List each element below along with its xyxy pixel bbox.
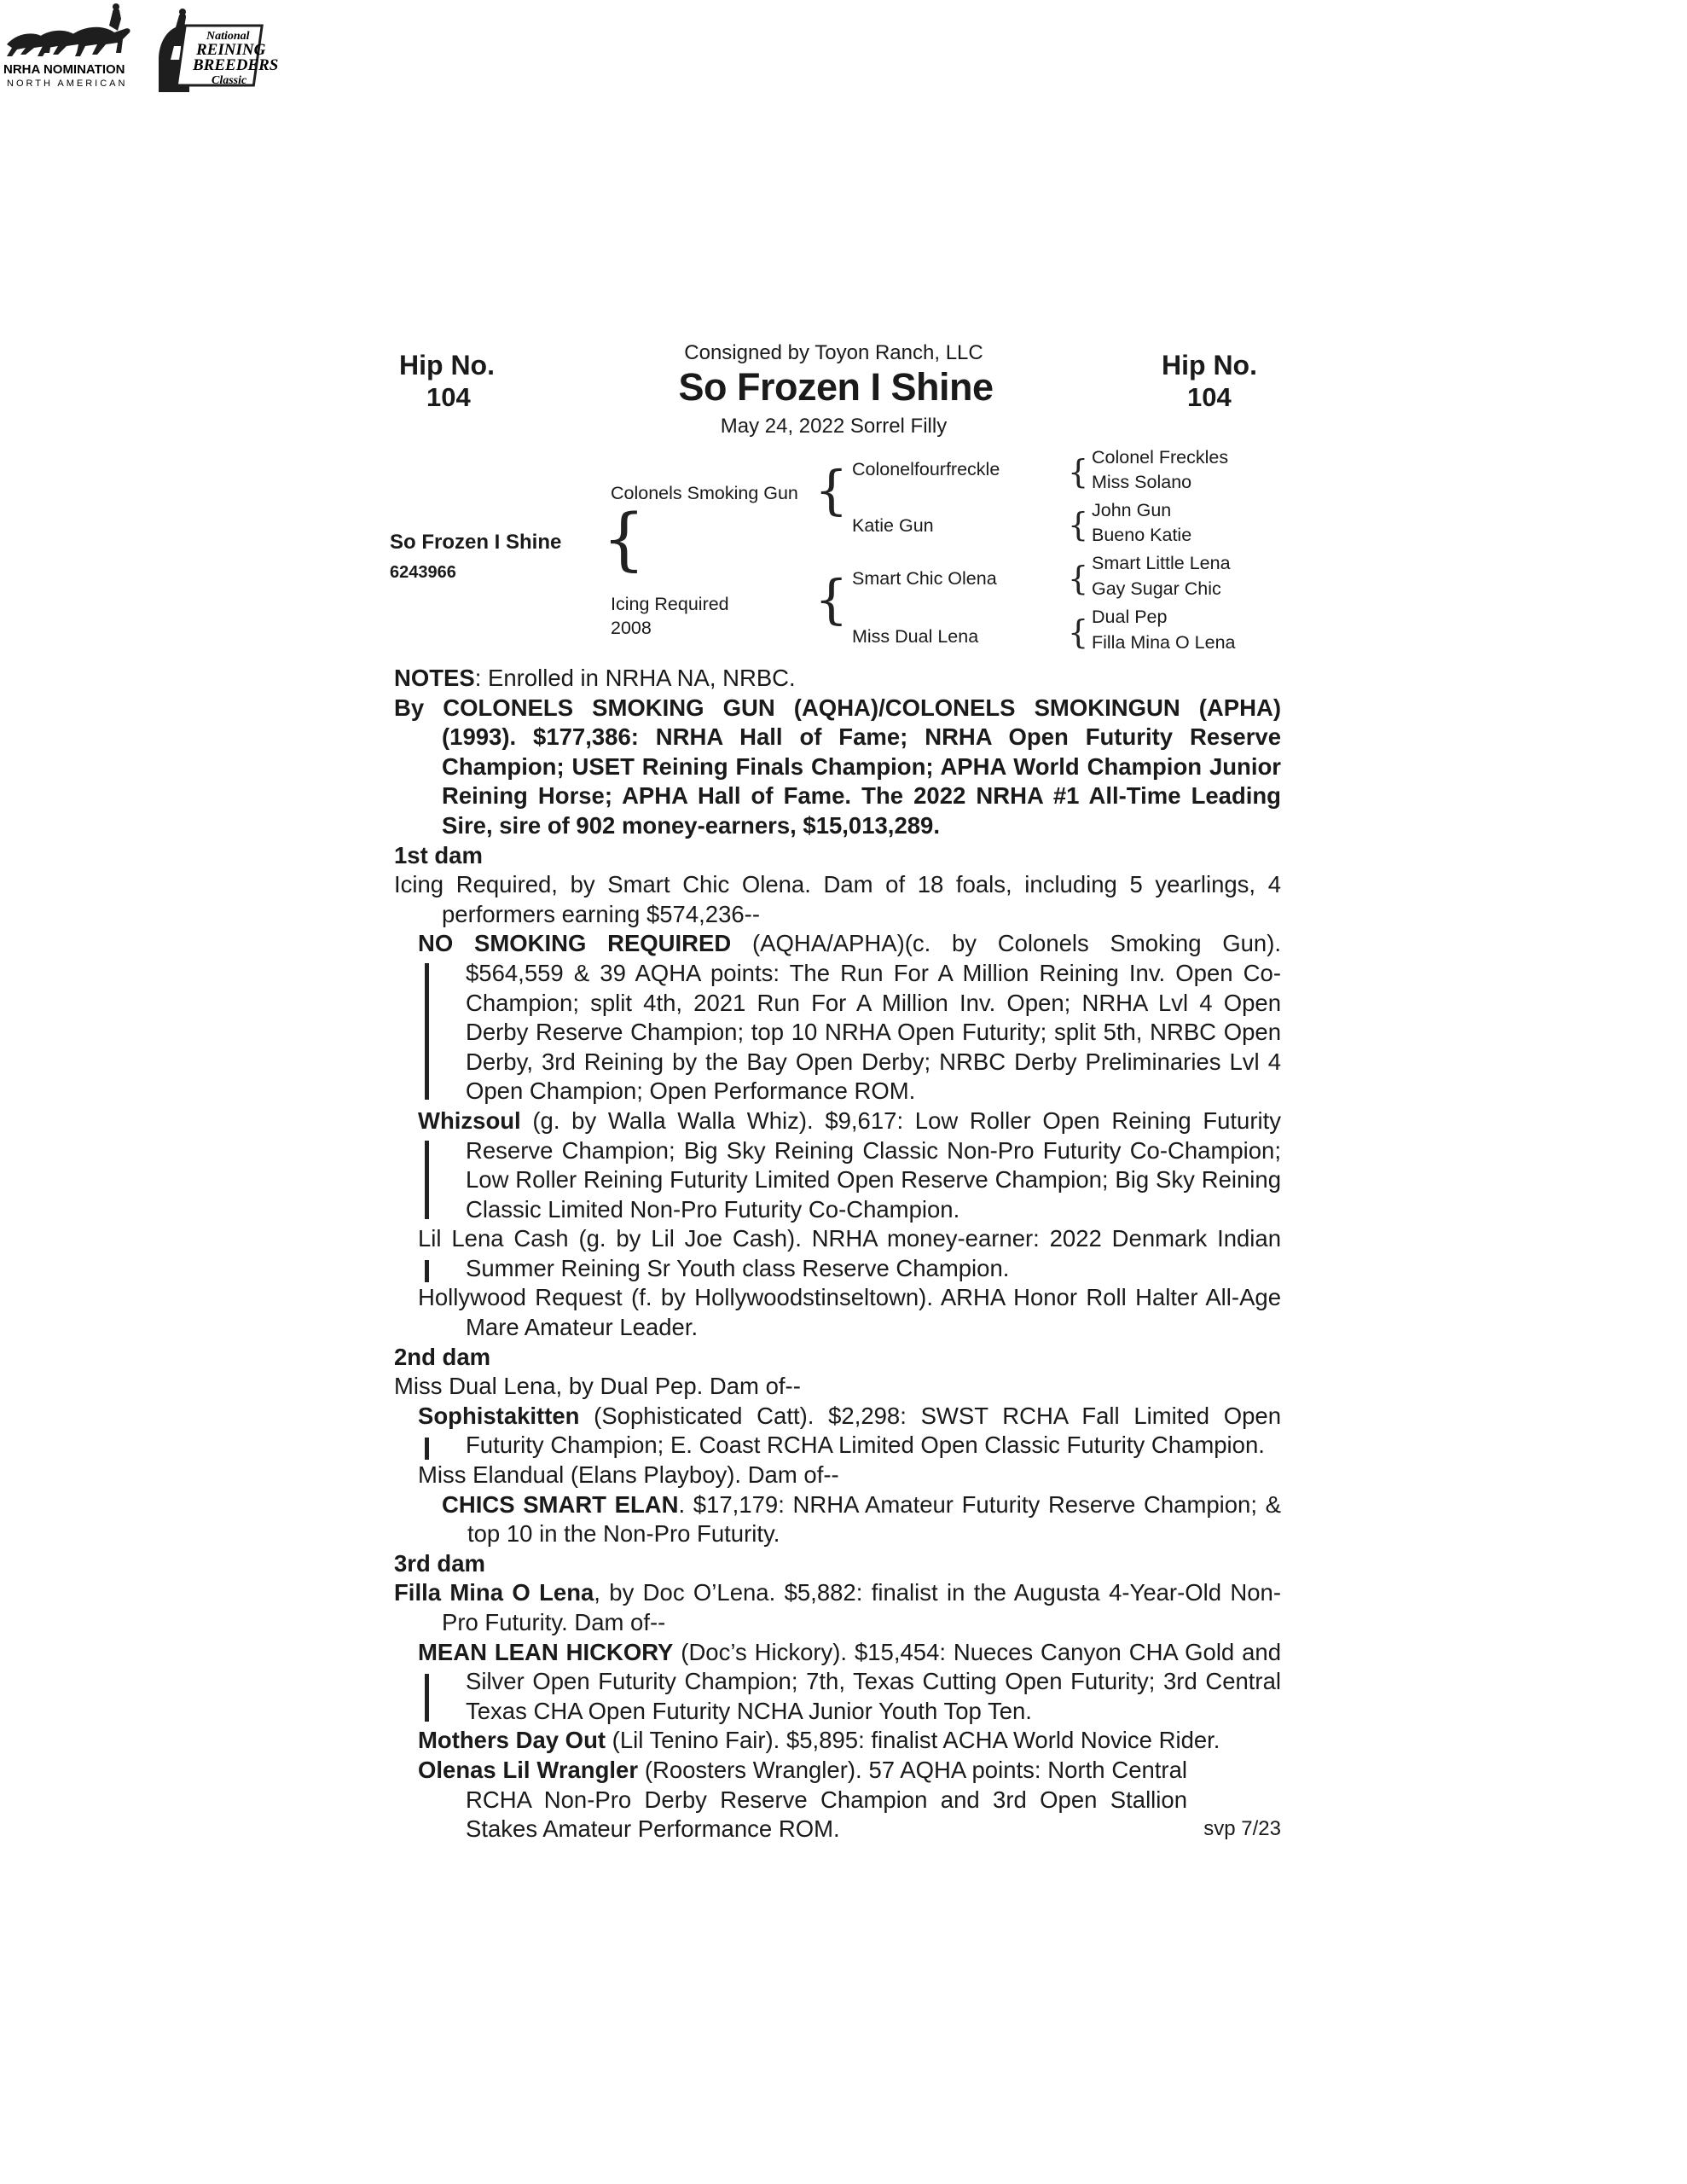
produce-entry [394,1461,1281,1490]
sire-text: COLONELS SMOKING GUN (AQHA)/COLONELS SMOKINGUN (APHA) (1993). $177,386: NRHA Hall of Fame; NRHA Open Futurity Reserve Champion; USET Reining Finals Champion; APHA World Champion Junior Reining Horse; APHA Hall of Fame. The 2022 NRHA #1 All-Time Leading Sire, sire of 902 money-earners, $15,013,289. [442,694,1281,839]
second-dam-intro: Miss Dual Lena, by Dual Pep. Dam of-- [394,1373,801,1400]
nrha-logo-line2: NORTH AMERICAN [7,78,128,89]
pedigree-gg1: Colonel Freckles [1092,447,1229,468]
sire-paragraph [394,694,1281,841]
pedigree-dam-year: 2008 [611,618,652,638]
brace-sire: { [815,459,849,521]
brace-g2: { [1068,506,1089,543]
nrbc-logo [150,9,279,94]
third-dam-intro: , by Doc O’Lena. $5,882: finalist in the Augusta 4-Year-Old Non-Pro Futurity. Dam of-- [442,1579,1281,1635]
hip-number-right: 104 [1187,382,1232,412]
birth-info: May 24, 2022 Sorrel Filly [720,415,948,438]
nrbc-logo-line1: National [206,30,251,43]
second-dam-heading: 2nd dam [394,1343,491,1370]
pedigree-gg8: Filla Mina O Lena [1092,632,1236,653]
produce-name: Olenas Lil Wrangler [418,1756,639,1783]
produce-name: CHICS SMART ELAN [442,1490,679,1518]
produce-entry [394,929,1281,1107]
catalog-body [394,664,1281,1844]
produce-text: (Doc’s Hickory). $15,454: Nueces Canyon CHA Gold and Silver Open Futurity Champion; 7th, Texas Cutting Open Futurity; 3rd Central Texas CHA Open Futurity NCHA Junior Youth Top Ten. [466,1638,1281,1724]
sire-by: By [394,694,443,721]
produce-text: (Roosters Wrangler). 57 AQHA points: North Central RCHA Non-Pro Derby Reserve Champion and 3rd Open Stallion Stakes Amateur Performance ROM. [466,1756,1187,1843]
hip-number-left: 104 [426,382,471,412]
produce-name: Sophistakitten [418,1402,580,1429]
nrbc-logo-line4: Classic [212,74,247,87]
produce-text: (g. by Walla Walla Whiz). $9,617: Low Roller Open Reining Futurity Reserve Champion; Big Sky Reining Classic Non-Pro Futurity Co-Champion; Low Roller Reining Futurity Limited Open Reserve Champion; Big Sky Reining Classic Limited Non-Pro Futurity Co-Champion. [466,1107,1281,1223]
pedigree-dam-dam: Miss Dual Lena [852,626,979,647]
produce-text: (Lil Tenino Fair). $5,895: finalist ACHA World Novice Rider. [606,1727,1220,1754]
brace-dam: { [815,568,849,630]
pedigree-sire-dam: Katie Gun [852,515,934,536]
produce-text: Hollywood Request (f. by Hollywoodstinseltown). ARHA Honor Roll Halter All-Age Mare Amateur Leader. [418,1284,1281,1341]
first-dam-intro: Icing Required, by Smart Chic Olena. Dam of 18 foals, including 5 yearlings, 4 performers earning $574,236-- [394,871,1281,927]
brace-g3: { [1068,560,1089,597]
produce-entry [394,1107,1281,1224]
produce-entry [394,1402,1281,1461]
produce-bar [425,1674,429,1722]
brace-main: { [602,499,646,578]
produce-name: MEAN LEAN HICKORY [418,1638,674,1665]
produce-name: NO SMOKING REQUIRED [418,930,732,957]
nrha-nomination-logo [0,0,147,94]
hip-label-left: Hip No. [399,350,495,380]
produce-entry [394,1756,1281,1844]
consignor: Consigned by Toyon Ranch, LLC [684,341,983,364]
pedigree-sire: Colonels Smoking Gun [611,483,798,503]
pedigree-dam: Icing Required [611,594,729,614]
produce-name: Whizsoul [418,1107,521,1134]
produce-text: . $17,179: NRHA Amateur Futurity Reserve Champion; & top 10 in the Non-Pro Futurity. [467,1490,1281,1548]
notes-line [394,664,1281,694]
pedigree-horse-name: So Frozen I Shine [390,531,562,554]
notes-label: NOTES [394,665,475,691]
produce-text: (Sophisticated Catt). $2,298: SWST RCHA Fall Limited Open Futurity Champion; E. Coast RCHA Limited Open Classic Futurity Champion. [466,1402,1281,1459]
pedigree-gg2: Miss Solano [1092,472,1192,492]
pedigree-dam-sire: Smart Chic Olena [852,568,997,589]
brace-g4: { [1068,613,1089,651]
pedigree-gg7: Dual Pep [1092,607,1168,627]
produce-name: Mothers Day Out [418,1727,606,1754]
registration-number: 6243966 [390,563,456,582]
pedigree-sire-sire: Colonelfourfreckle [852,459,1000,479]
produce-text: (AQHA/APHA)(c. by Colonels Smoking Gun). $564,559 & 39 AQHA points: The Run For A Million Reining Inv. Open Co-Champion; split 4th, 2021 Run For A Million Inv. Open; NRHA Lvl 4 Open Derby Reserve Champion; top 10 NRHA Open Futurity; split 5th, NRBC Open Derby, 3rd Reining by the Bay Open Derby; NRBC Derby Preliminaries Lvl 4 Open Champion; Open Performance ROM. [466,930,1281,1105]
notes-text: : Enrolled in NRHA NA, NRBC. [474,665,796,691]
pedigree-gg6: Gay Sugar Chic [1092,578,1221,599]
produce-text: Miss Elandual (Elans Playboy). Dam of-- [418,1461,839,1489]
produce-entry [394,1638,1281,1727]
produce-bar [425,963,429,1100]
pedigree-gg5: Smart Little Lena [1092,553,1231,573]
produce-entry [394,1726,1281,1756]
footer-code: svp 7/23 [1203,1817,1281,1841]
third-dam-heading: 3rd dam [394,1549,485,1577]
pedigree-gg3: John Gun [1092,500,1172,520]
produce-bar [425,1438,429,1460]
third-dam-name: Filla Mina O Lena [394,1579,594,1606]
produce-entry [394,1224,1281,1283]
produce-bar [425,1260,429,1282]
produce-text: Lil Lena Cash (g. by Lil Joe Cash). NRHA money-earner: 2022 Denmark Indian Summer Reining Sr Youth class Reserve Champion. [418,1225,1281,1281]
nrbc-logo-line2: REINING [196,41,266,59]
nrbc-logo-line3: BREEDERS [193,56,279,74]
nrha-logo-line1: NRHA NOMINATION [3,62,125,77]
hip-label-right: Hip No. [1162,350,1257,380]
pedigree-gg4: Bueno Katie [1092,525,1192,545]
first-dam-heading: 1st dam [394,841,483,868]
page-title: So Frozen I Shine [678,365,994,409]
produce-entry [394,1283,1281,1342]
brace-g1: { [1068,453,1089,491]
produce-bar [425,1141,429,1219]
grand-produce-entry [394,1490,1281,1549]
